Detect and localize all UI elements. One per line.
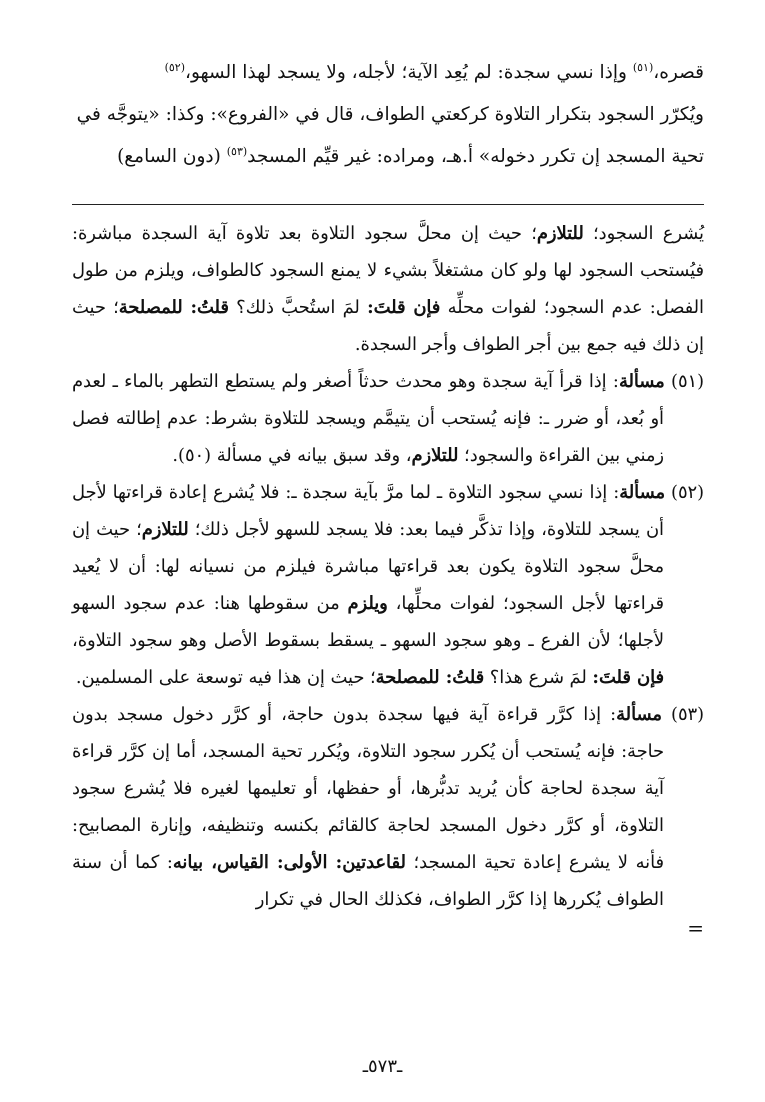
text: لمَ استُحبَّ ذلك؟ [228, 297, 368, 318]
text: ؛ حيث إن محلَّ سجود التلاوة يكون بعد قراءتها مباشرة فيلزم من نسيانه لها: أن لا يُعيد قراءتها لأجل السجود؛ لفوات محلِّها، [72, 519, 664, 614]
bold-term: لقاعدتين: الأولى: القياس، بيانه [172, 852, 406, 873]
bold-term: للتلازم [141, 519, 189, 540]
text: ؛ حيث إن محلَّ سجود التلاوة بعد تلاوة آية السجدة مباشرة: فيُستحب السجود لها ولو كان مشتغلاً بشيء لا يمنع السجود كالطواف، ويلزم من طول الفصل: عدم السجود؛ لفوات محلِّه [72, 223, 704, 318]
footnote-ref-52: (٥٢) [164, 60, 185, 74]
bold-term: مسألة [618, 371, 665, 392]
text: لمَ شرع هذا؟ [484, 667, 593, 688]
text: ؛ حيث إن هذا فيه توسعة على المسلمين. [75, 667, 376, 688]
bold-term: فإن قلتَ: [592, 667, 664, 688]
text: : كما أن سنة الطواف يُكررها إذا كرَّر الطواف، فكذلك الحال في تكرار [72, 852, 664, 910]
text: : إذا كرَّر قراءة آية فيها سجدة بدون حاجة، أو كرَّر دخول مسجد بدون حاجة: فإنه يُستحب أن يُكرر سجود التلاوة، ويُكرر تحية المسجد، أما إن كرَّر قراءة آية سجدة لحاجة كأن يُريد تدبُّرها، أو حفظها، أو تعليمها لغيره فلا يُشرع سجود التلاوة، أو كرَّر دخول المسجد لحاجة كالقائم بكنسه وتنظيفه، وإنارة المصابيح: فأنه لا يشرع إعادة تحية المسجد؛ [72, 704, 664, 873]
footnotes [72, 215, 704, 938]
main-line [72, 136, 704, 178]
text: (دون السامع) [117, 146, 227, 167]
main-line [72, 52, 704, 94]
footnote-separator [72, 204, 704, 205]
text: ، وقد سبق بيانه في مسألة (٥٠). [172, 445, 412, 466]
text: : إذا قرأ آية سجدة وهو محدث حدثاً أصغر ولم يستطع التطهر بالماء ـ لعدم أو بُعد، أو ضرر ـ: فإنه يُستحب أن يتيمَّم ويسجد للتلاوة بشرط: عدم إطالته فصل زمني بين القراءة والسجود؛ [72, 371, 664, 466]
bold-term: للتلازم [411, 445, 459, 466]
page-number: ـ٥٧٣ـ [362, 1056, 403, 1077]
footnote-52 [72, 474, 704, 696]
bold-term: مسألة [616, 704, 662, 725]
bold-term: ويلزم [347, 593, 388, 614]
bold-term: للتلازم [536, 223, 584, 244]
text: قصره، [653, 62, 704, 83]
continuation-mark: = [687, 916, 704, 940]
footnote-ref-53: (٥٣) [226, 144, 248, 158]
main-line: ويُكرّر السجود بتكرار التلاوة كركعتي الطواف، قال في «الفروع»: وكذا: «يتوجَّه في [76, 104, 704, 125]
bold-term: قلتُ: للمصلحة [118, 297, 229, 318]
bold-term: مسألة [619, 482, 665, 503]
footnote-number: (٥٣) [661, 704, 704, 725]
main-text [72, 52, 704, 178]
text: تحية المسجد إن تكرر دخوله» أ.هـ، ومراده: غير قيِّم المسجد [247, 146, 704, 167]
text: يُشرع السجود؛ [583, 223, 704, 244]
footnote-number: (٥١) [664, 371, 704, 392]
text: من سقوطها هنا: عدم سجود السهو لأجلها؛ لأن الفرع ـ وهو سجود السهو ـ يسقط بسقوط الأصل وهو سجود التلاوة، [72, 593, 664, 651]
footnote-53 [72, 696, 704, 918]
footnote-number: (٥٢) [665, 482, 704, 503]
footnote-continued [72, 215, 704, 363]
page-body [72, 52, 704, 938]
footnote-51 [72, 363, 704, 474]
text: : إذا نسي سجود التلاوة ـ لما مرَّ بآية سجدة ـ: فلا يُشرع إعادة قراءتها لأجل أن يسجد للتلاوة، وإذا تذكَّر فيما بعد: فلا يسجد للسهو لأجل ذلك؛ [72, 482, 664, 540]
bold-term: فإن قلتَ: [367, 297, 441, 318]
footnote-ref-51: (٥١) [632, 60, 654, 74]
text: ؛ حيث إن ذلك فيه جمع بين أجر الطواف وأجر السجدة. [72, 297, 704, 355]
bold-term: قلتُ: للمصلحة [375, 667, 485, 688]
text: وإذا نسي سجدة: لم يُعِد الآية؛ لأجله، ولا يسجد لهذا السهو، [185, 62, 633, 83]
